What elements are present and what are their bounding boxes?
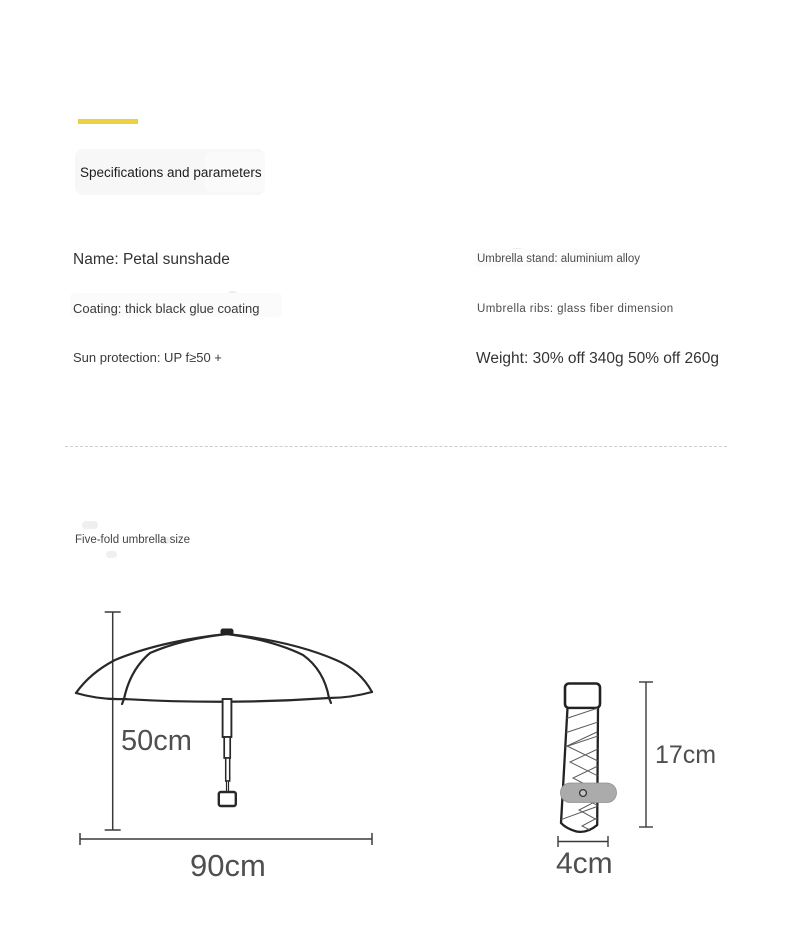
folded-strap bbox=[561, 783, 617, 803]
width-dimension-line bbox=[80, 833, 372, 845]
spec-umbrella-stand: Umbrella stand: aluminium alloy bbox=[477, 253, 640, 265]
folded-handle bbox=[565, 684, 600, 709]
section-title-specifications: Specifications and parameters bbox=[80, 165, 262, 180]
umbrella-pole bbox=[219, 699, 236, 806]
strap-snap-button bbox=[580, 790, 587, 797]
umbrella-handle bbox=[219, 792, 236, 806]
height-dimension-line bbox=[105, 612, 121, 830]
open-umbrella-diagram bbox=[60, 595, 400, 855]
umbrella-finial bbox=[221, 629, 234, 636]
artifact-smudge bbox=[106, 551, 117, 558]
open-width-label: 90cm bbox=[190, 848, 266, 883]
umbrella-canopy bbox=[76, 634, 372, 704]
height-dimension-line bbox=[639, 682, 653, 827]
artifact-smudge bbox=[82, 521, 98, 529]
open-height-label: 50cm bbox=[121, 725, 192, 757]
width-dimension-line bbox=[558, 836, 608, 847]
folded-width-label: 4cm bbox=[556, 847, 613, 880]
section-title-umbrella-size: Five-fold umbrella size bbox=[75, 534, 191, 546]
spec-umbrella-ribs: Umbrella ribs: glass fiber dimension bbox=[477, 303, 674, 315]
spec-name: Name: Petal sunshade bbox=[73, 251, 230, 268]
dashed-divider bbox=[65, 446, 727, 447]
accent-bar bbox=[78, 119, 138, 124]
spec-sun-protection: Sun protection: UP f≥50 + bbox=[73, 350, 222, 365]
folded-height-label: 17cm bbox=[655, 741, 717, 769]
spec-coating: Coating: thick black glue coating bbox=[73, 301, 260, 316]
spec-weight: Weight: 30% off 340g 50% off 260g bbox=[476, 350, 720, 367]
